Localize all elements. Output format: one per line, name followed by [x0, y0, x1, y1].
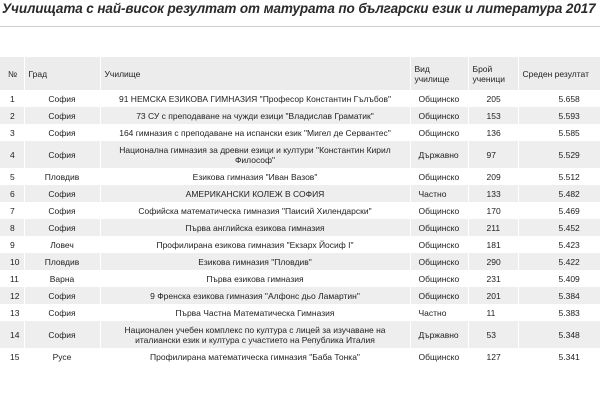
cell-school: Езикова гимназия "Пловдив"	[100, 253, 410, 270]
cell-no: 2	[0, 107, 24, 124]
cell-school: Софийска математическа гимназия "Паисий Хилендарски"	[100, 202, 410, 219]
cell-students: 290	[468, 253, 518, 270]
cell-type: Общинско	[410, 348, 468, 365]
cell-students: 127	[468, 348, 518, 365]
cell-school: Първа английска езикова гимназия	[100, 219, 410, 236]
table-row	[0, 270, 600, 287]
cell-school: 91 НЕМСКА ЕЗИКОВА ГИМНАЗИЯ "Професор Константин Гълъбов"	[100, 90, 410, 107]
cell-score: 5.341	[518, 348, 600, 365]
table-row	[0, 321, 600, 348]
cell-students: 97	[468, 141, 518, 168]
cell-type: Общинско	[410, 107, 468, 124]
cell-school: 9 Френска езикова гимназия "Алфонс дьо Ламартин"	[100, 287, 410, 304]
cell-school: Профилирана езикова гимназия "Екзарх Йосиф I"	[100, 236, 410, 253]
cell-school: Национален учебен комплекс по култура с лицей за изучаване на италиански език и култура с участието на Република Италия	[100, 321, 410, 348]
cell-type: Общинско	[410, 124, 468, 141]
cell-students: 53	[468, 321, 518, 348]
table-row	[0, 236, 600, 253]
cell-no: 11	[0, 270, 24, 287]
cell-students: 181	[468, 236, 518, 253]
cell-no: 10	[0, 253, 24, 270]
cell-city: София	[24, 219, 100, 236]
cell-school: Профилирана математическа гимназия "Баба Тонка"	[100, 348, 410, 365]
cell-no: 8	[0, 219, 24, 236]
cell-city: София	[24, 124, 100, 141]
table-body	[0, 90, 600, 365]
cell-no: 15	[0, 348, 24, 365]
cell-no: 4	[0, 141, 24, 168]
cell-students: 205	[468, 90, 518, 107]
cell-school: Първа езикова гимназия	[100, 270, 410, 287]
table-row	[0, 304, 600, 321]
cell-students: 201	[468, 287, 518, 304]
cell-score: 5.409	[518, 270, 600, 287]
cell-score: 5.422	[518, 253, 600, 270]
column-header-city: Град	[24, 57, 100, 90]
cell-no: 3	[0, 124, 24, 141]
cell-school: 73 СУ с преподаване на чужди езици "Владислав Граматик"	[100, 107, 410, 124]
cell-no: 12	[0, 287, 24, 304]
cell-students: 153	[468, 107, 518, 124]
table-row	[0, 348, 600, 365]
cell-score: 5.593	[518, 107, 600, 124]
cell-city: София	[24, 90, 100, 107]
cell-type: Общинско	[410, 168, 468, 185]
cell-no: 9	[0, 236, 24, 253]
cell-students: 170	[468, 202, 518, 219]
cell-city: София	[24, 185, 100, 202]
cell-school: Национална гимназия за древни езици и култури "Константин Кирил Философ"	[100, 141, 410, 168]
table-row	[0, 168, 600, 185]
cell-type: Общинско	[410, 253, 468, 270]
cell-score: 5.658	[518, 90, 600, 107]
cell-city: София	[24, 202, 100, 219]
cell-no: 13	[0, 304, 24, 321]
title-divider	[0, 26, 600, 27]
cell-type: Общинско	[410, 270, 468, 287]
cell-type: Държавно	[410, 321, 468, 348]
cell-no: 7	[0, 202, 24, 219]
cell-city: София	[24, 107, 100, 124]
column-header-school: Училище	[100, 57, 410, 90]
table-row	[0, 107, 600, 124]
cell-students: 211	[468, 219, 518, 236]
cell-city: София	[24, 321, 100, 348]
cell-school: 164 гимназия с преподаване на испански език "Мигел де Сервантес"	[100, 124, 410, 141]
cell-score: 5.348	[518, 321, 600, 348]
cell-school: Езикова гимназия "Иван Вазов"	[100, 168, 410, 185]
cell-score: 5.452	[518, 219, 600, 236]
cell-type: Общинско	[410, 236, 468, 253]
cell-no: 6	[0, 185, 24, 202]
cell-students: 209	[468, 168, 518, 185]
cell-score: 5.469	[518, 202, 600, 219]
cell-score: 5.423	[518, 236, 600, 253]
cell-students: 133	[468, 185, 518, 202]
cell-score: 5.585	[518, 124, 600, 141]
cell-no: 1	[0, 90, 24, 107]
cell-score: 5.529	[518, 141, 600, 168]
cell-school: Първа Частна Математическа Гимназия	[100, 304, 410, 321]
cell-students: 231	[468, 270, 518, 287]
cell-school: АМЕРИКАНСКИ КОЛЕЖ В СОФИЯ	[100, 185, 410, 202]
cell-city: София	[24, 304, 100, 321]
cell-city: Пловдив	[24, 168, 100, 185]
cell-students: 136	[468, 124, 518, 141]
column-header-no: №	[0, 57, 24, 90]
cell-city: Русе	[24, 348, 100, 365]
cell-type: Общинско	[410, 219, 468, 236]
cell-score: 5.383	[518, 304, 600, 321]
table-header-row	[0, 57, 600, 90]
table-row	[0, 219, 600, 236]
table-row	[0, 124, 600, 141]
table-row	[0, 287, 600, 304]
table-row	[0, 185, 600, 202]
cell-city: София	[24, 287, 100, 304]
column-header-students: Брой ученици	[468, 57, 518, 90]
cell-score: 5.482	[518, 185, 600, 202]
schools-table	[0, 57, 600, 365]
column-header-score: Среден резултат	[518, 57, 600, 90]
table-row	[0, 253, 600, 270]
cell-type: Частно	[410, 304, 468, 321]
cell-type: Частно	[410, 185, 468, 202]
cell-type: Общинско	[410, 287, 468, 304]
table-row	[0, 202, 600, 219]
cell-score: 5.512	[518, 168, 600, 185]
table-row	[0, 141, 600, 168]
page-title: Училищата с най-висок резултат от матурата по български език и литература 2017	[2, 1, 596, 16]
cell-city: Пловдив	[24, 253, 100, 270]
table-row	[0, 90, 600, 107]
cell-score: 5.384	[518, 287, 600, 304]
cell-type: Общинско	[410, 202, 468, 219]
cell-type: Общинско	[410, 90, 468, 107]
cell-no: 14	[0, 321, 24, 348]
cell-city: Варна	[24, 270, 100, 287]
cell-type: Държавно	[410, 141, 468, 168]
cell-no: 5	[0, 168, 24, 185]
cell-city: София	[24, 141, 100, 168]
cell-city: Ловеч	[24, 236, 100, 253]
column-header-type: Вид училище	[410, 57, 468, 90]
cell-students: 11	[468, 304, 518, 321]
